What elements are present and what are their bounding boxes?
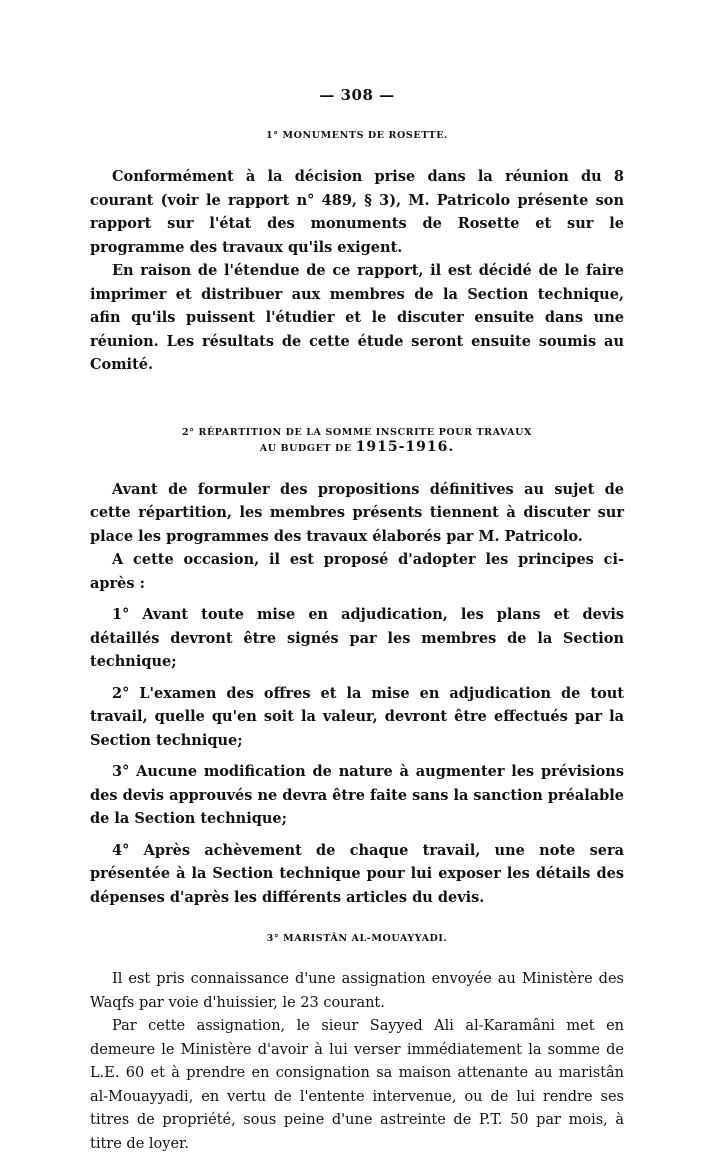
paragraph: Par cette assignation, le sieur Sayyed Ali al-Karamâni met en demeure le Ministère d'avoir à lui verser immédiatement la somme de L.E. 60 et à prendre en consignation sa maison attenante au maristân al-Mouayyadi, en vertu de l'entente intervenue, ou de lui rendre ses titres de propriété, sous peine d'une astreinte de P.T. 50 par mois, à titre de loyer. [90,1018,624,1152]
list-item: 3° Aucune modification de nature à augmenter les prévisions des devis approuvés ne devra être faite sans la sanction préalable de la Section technique; [90,763,624,827]
paragraph: Conformément à la décision prise dans la réunion du 8 courant (voir le rapport n° 489, § 3), M. Patricolo présente son rapport sur l'état des monuments de Rosette et sur le programme des travaux qu'ils exigent. [90,168,624,256]
list-item: 4° Après achèvement de chaque travail, une note sera présentée à la Section technique pour lui exposer les détails des dépenses d'après les différents articles du devis. [90,841,624,906]
section-heading-maristan: 3° MARISTÂN AL-MOUAYYADI. [266,933,448,944]
section-heading-repartition [90,425,624,456]
heading-line [90,440,624,456]
heading-prefix: AU BUDGET DE [259,442,352,454]
section-body-maristan [90,968,624,1156]
paragraph: Avant de formuler des propositions définitives au sujet de cette répartition, les membres présents tiennent à discuter sur place les programmes des travaux élaborés par M. Patricolo. [90,480,624,545]
paragraph: Il est pris connaissance d'une assignation envoyée au Ministère des Waqfs par voie d'huissier, le 23 courant. [90,971,624,1011]
list-item: 1° Avant toute mise en adjudication, les plans et devis détaillés devront être signés par les membres de la Section technique; [90,606,624,670]
heading-year: 1915-1916. [355,438,455,455]
section-body-repartition [90,478,624,910]
section-body-monuments-rosette [90,165,624,377]
page-number: — 308 — [319,86,395,104]
document-page [90,86,624,1156]
list-item: 2° L'examen des offres et la mise en adjudication de tout travail, quelle qu'en soit la valeur, devront être effectués par la Section technique; [90,684,624,749]
heading-line: 2° RÉPARTITION DE LA SOMME INSCRITE POUR TRAVAUX [181,426,533,438]
paragraph: En raison de l'étendue de ce rapport, il est décidé de le faire imprimer et distribuer aux membres de la Section technique, afin qu'ils puissent l'étudier et le discuter ensuite dans une réunion. Les résultats de cette étude seront ensuite soumis au Comité. [90,262,624,373]
section-heading-monuments-rosette: 1° MONUMENTS DE ROSETTE. [266,130,448,141]
paragraph: A cette occasion, il est proposé d'adopter les principes ci-après : [90,551,624,592]
